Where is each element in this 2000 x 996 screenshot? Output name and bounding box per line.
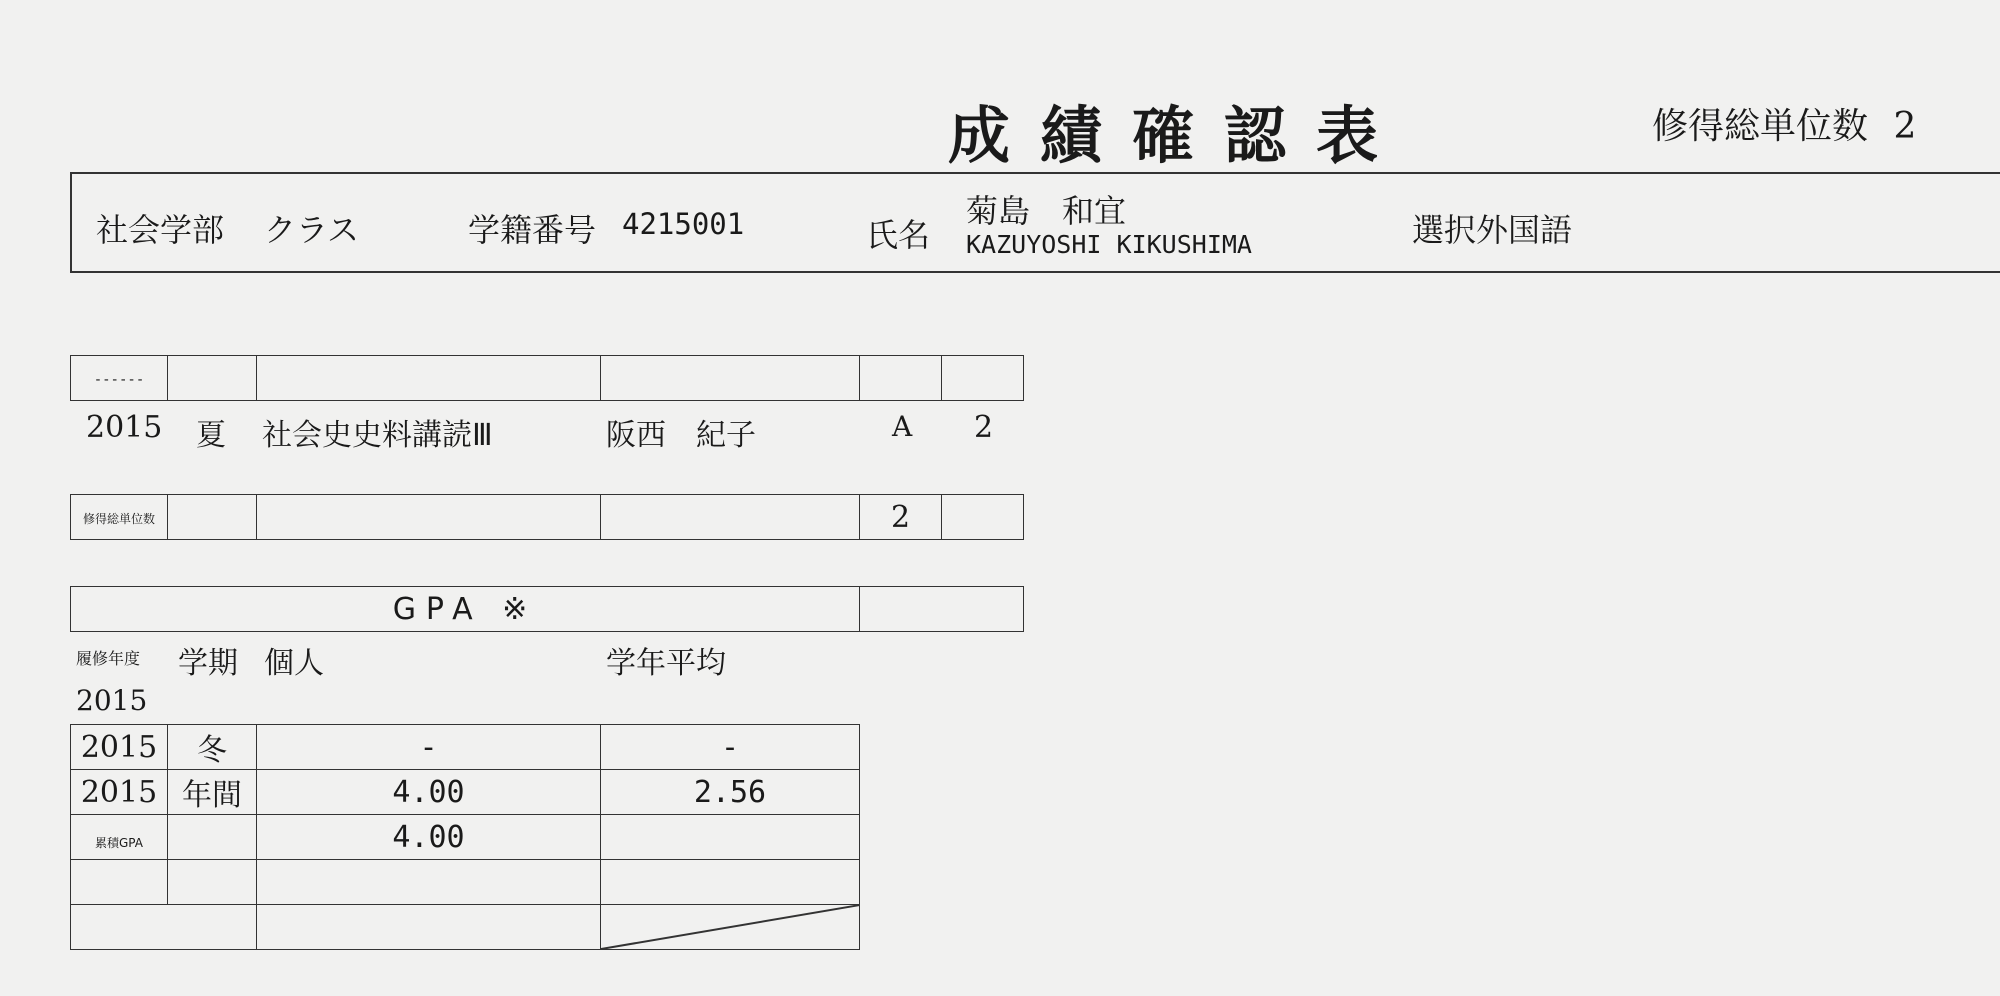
header-cell-credits bbox=[942, 356, 1024, 401]
gpa-row-personal: 4.00 bbox=[257, 770, 601, 815]
gpa-row bbox=[71, 725, 860, 770]
gpa-row-average: 2.56 bbox=[601, 770, 860, 815]
gpa-row-personal: - bbox=[257, 725, 601, 770]
header-cell-subject bbox=[257, 356, 601, 401]
total-credits-header bbox=[1652, 98, 1916, 149]
gpa-empty-cell bbox=[601, 860, 860, 905]
credit-summary-value: 2 bbox=[890, 499, 911, 535]
gpa-cumulative-empty-2 bbox=[601, 815, 860, 860]
course-credits: 2 bbox=[974, 410, 994, 445]
course-subject: 社会史史料講読Ⅲ bbox=[262, 418, 493, 453]
gpa-empty-cell bbox=[257, 860, 601, 905]
header-mark: ------ bbox=[93, 371, 145, 388]
gpa-col-personal: 個人 bbox=[264, 646, 324, 681]
course-header-row bbox=[70, 355, 1024, 401]
course-year: 2015 bbox=[86, 410, 163, 445]
gpa-row-average: - bbox=[601, 725, 860, 770]
course-grade: A bbox=[892, 410, 913, 443]
gpa-header-label: GPA ※ bbox=[392, 591, 538, 627]
gpa-year-caption: 2015 bbox=[76, 684, 148, 717]
credit-summary-row bbox=[70, 494, 1024, 540]
gpa-row-year: 2015 bbox=[71, 770, 168, 815]
credit-summary-value-cell bbox=[860, 495, 942, 540]
credit-summary-label-cell bbox=[71, 495, 168, 540]
gpa-header-row bbox=[70, 586, 1024, 632]
gpa-empty-row bbox=[71, 905, 860, 950]
header-mark-cell bbox=[71, 356, 168, 401]
student-id-value: 4215001 bbox=[622, 207, 745, 241]
credit-summary-empty-2 bbox=[257, 495, 601, 540]
document-title: 成績確認表 bbox=[948, 99, 1409, 172]
name-kanji: 菊島 和宜 bbox=[966, 192, 1127, 230]
gpa-diagonal-cell bbox=[601, 905, 860, 950]
gpa-table bbox=[70, 724, 860, 950]
gpa-cumulative-value: 4.00 bbox=[257, 815, 601, 860]
student-id-label: 学籍番号 bbox=[468, 211, 597, 249]
header-cell-term bbox=[168, 356, 257, 401]
gpa-row-term: 冬 bbox=[168, 725, 257, 770]
gpa-empty-cell bbox=[168, 860, 257, 905]
course-term: 夏 bbox=[196, 418, 226, 453]
gpa-cumulative-label-cell bbox=[71, 815, 168, 860]
name-label: 氏名 bbox=[866, 216, 931, 254]
credit-summary-label: 修得総単位数 bbox=[82, 511, 155, 526]
gpa-empty-row bbox=[71, 860, 860, 905]
course-instructor: 阪西 紀子 bbox=[606, 418, 756, 453]
gpa-col-year: 履修年度 bbox=[76, 649, 141, 668]
credit-summary-empty-1 bbox=[168, 495, 257, 540]
gpa-header-cell bbox=[71, 587, 860, 632]
gpa-row-term: 年間 bbox=[168, 770, 257, 815]
gpa-empty-cell bbox=[71, 905, 257, 950]
gpa-cumulative-row bbox=[71, 815, 860, 860]
class-label: クラス bbox=[264, 211, 360, 249]
total-credits-value: 2 bbox=[1893, 106, 1917, 147]
header-cell-grade bbox=[860, 356, 942, 401]
gpa-cumulative-label: 累積GPA bbox=[95, 835, 143, 850]
gpa-header-empty bbox=[860, 587, 1024, 632]
gpa-col-term: 学期 bbox=[178, 646, 238, 681]
foreign-language-label: 選択外国語 bbox=[1412, 211, 1573, 249]
gpa-row bbox=[71, 770, 860, 815]
gpa-empty-cell bbox=[71, 860, 168, 905]
faculty: 社会学部 bbox=[96, 211, 225, 249]
gpa-cumulative-empty-1 bbox=[168, 815, 257, 860]
diagonal-strike-line bbox=[601, 905, 860, 949]
gpa-row-year: 2015 bbox=[71, 725, 168, 770]
header-cell-instructor bbox=[601, 356, 860, 401]
gpa-col-average: 学年平均 bbox=[606, 646, 726, 681]
total-credits-label: 修得総単位数 bbox=[1652, 106, 1869, 147]
credit-summary-empty-3 bbox=[601, 495, 860, 540]
gpa-empty-cell bbox=[257, 905, 601, 950]
name-roman: KAZUYOSHI KIKUSHIMA bbox=[966, 230, 1252, 259]
credit-summary-empty-4 bbox=[942, 495, 1024, 540]
